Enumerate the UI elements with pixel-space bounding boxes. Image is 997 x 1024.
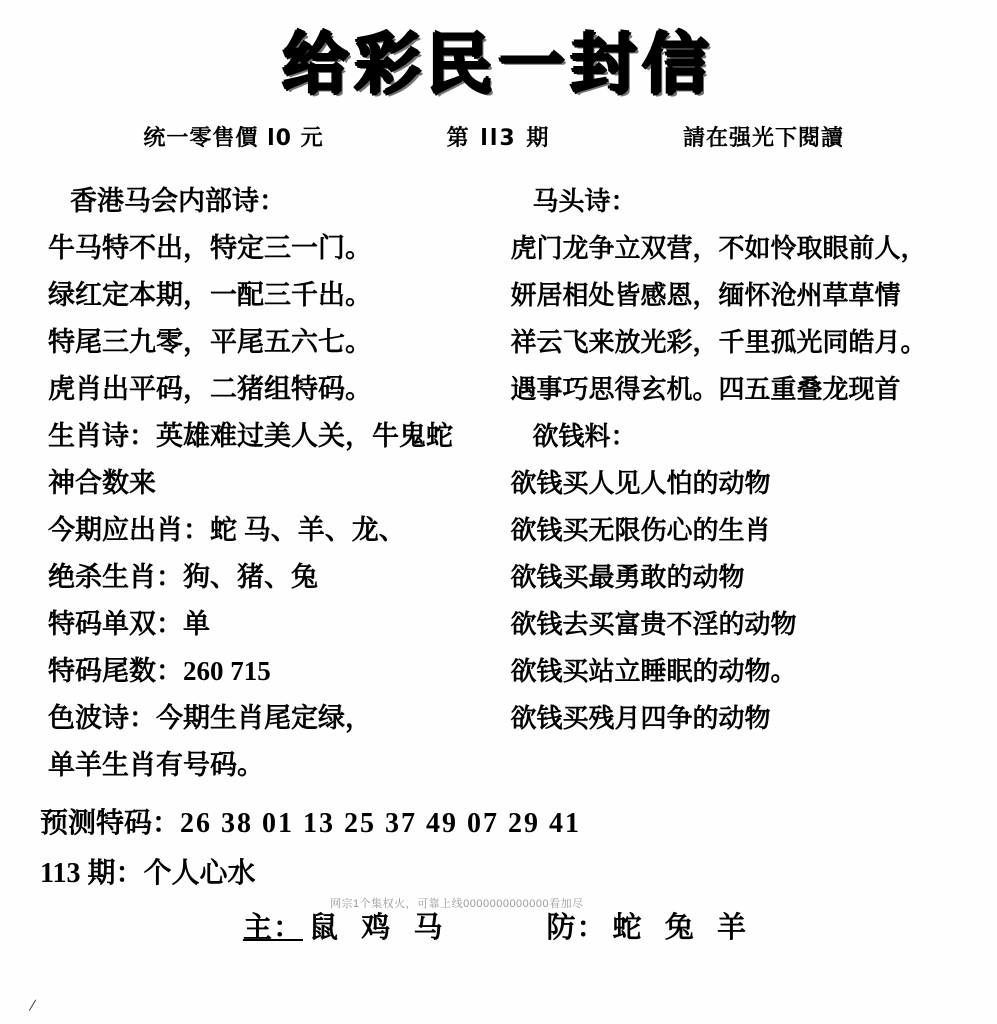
right-section2-line-3: 欲钱买最勇敢的动物 [510, 563, 745, 593]
defend-picks-group [547, 905, 755, 946]
main-picks-group [243, 905, 451, 946]
left-column-heading: 香港马会内部诗： [70, 186, 286, 217]
subheader-row [0, 121, 997, 152]
footer-block [0, 799, 997, 946]
corner-tick-mark: / [28, 994, 38, 1016]
right-section2-line-5: 欲钱买站立睡眠的动物。 [510, 657, 797, 687]
left-line-9: 特码单双：单 [48, 609, 210, 640]
right-poem-line-3: 祥云飞来放光彩，千里孤光同皓月。 [510, 328, 927, 358]
page-title: 给彩民一封信 [282, 26, 715, 103]
right-poem-line-4: 遇事巧思得玄机。四五重叠龙现首 [510, 375, 901, 405]
left-line-12: 单羊生肖有号码。 [48, 750, 264, 781]
issue-number-text: 第 ll3 期 [446, 126, 551, 152]
left-line-3: 特尾三九零，平尾五六七。 [48, 327, 372, 358]
forecast-label: 预测特码： [40, 808, 181, 840]
right-section2-heading: 欲钱料： [532, 422, 637, 452]
left-line-7: 今期应出肖：蛇 马、羊、龙、 [48, 515, 406, 546]
forecast-line [40, 799, 957, 849]
right-poem-line-1: 虎门龙争立双营，不如怜取眼前人， [510, 234, 927, 264]
main-picks-value: 鼠 鸡 马 [308, 912, 451, 945]
body-columns [0, 178, 997, 789]
bottom-picks-row [40, 905, 957, 946]
left-line-5: 生肖诗：英雄难过美人关，牛鬼蛇 [48, 421, 453, 452]
issue-line [40, 849, 957, 899]
right-column-heading: 马头诗： [532, 187, 637, 217]
left-line-10: 特码尾数：260 715 [48, 656, 271, 687]
price-text: 统一零售價 l0 元 [143, 126, 324, 152]
main-picks-label: 主： [242, 912, 303, 945]
left-line-4: 虎肖出平码，二猪组特码。 [48, 374, 372, 405]
forecast-numbers: 26 38 01 13 25 37 49 07 29 41 [180, 808, 582, 840]
defend-picks-value: 蛇 兔 羊 [612, 912, 755, 945]
left-line-2: 绿红定本期，一配三千出。 [48, 280, 372, 311]
right-section2-line-6: 欲钱买残月四争的动物 [510, 704, 771, 734]
left-line-6: 神合数来 [48, 468, 156, 499]
reading-notice-text: 請在强光下閱讀 [682, 126, 844, 152]
right-section2-line-1: 欲钱买人见人怕的动物 [510, 469, 771, 499]
left-line-1: 牛马特不出，特定三一门。 [48, 233, 372, 264]
issue-line-value: 个人心水 [143, 858, 256, 890]
right-poem-line-2: 妍居相处皆感恩，缅怀沧州草草情 [510, 281, 901, 311]
right-section2-line-2: 欲钱买无限伤心的生肖 [510, 516, 771, 546]
right-section2-line-4: 欲钱去买富贵不淫的动物 [510, 610, 797, 640]
watermark-text: 网宗1个集权火，可靠上线0000000000000看加尽 [330, 898, 584, 910]
left-column [48, 178, 503, 789]
right-column [503, 178, 958, 789]
left-line-11: 色波诗：今期生肖尾定绿， [48, 703, 372, 734]
issue-line-label: 113 期： [40, 858, 144, 890]
defend-picks-label: 防： [546, 912, 607, 945]
left-line-8: 绝杀生肖：狗、猪、兔 [48, 562, 318, 593]
